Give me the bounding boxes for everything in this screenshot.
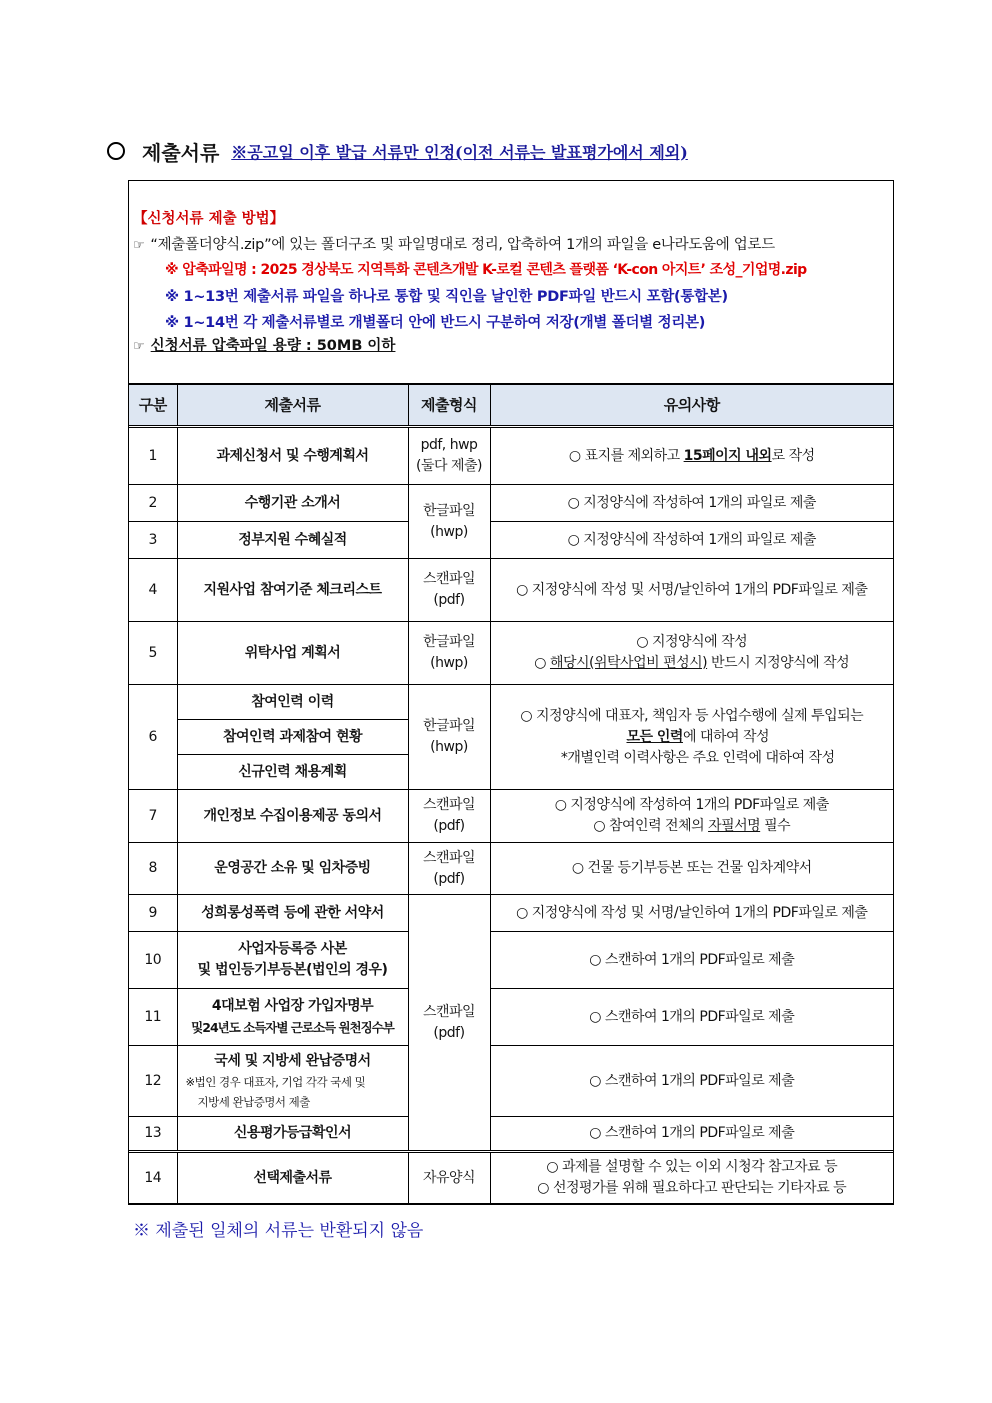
header-notes: 유의사항 bbox=[490, 385, 893, 427]
table-row: 8 운영공간 소유 및 임차증빙 스캔파일 (pdf) ○ 건물 등기부등본 또는 건물 임차계약서 bbox=[129, 843, 893, 895]
table-row: 14 선택제출서류 자유양식 ○ 과제를 설명할 수 있는 이외 시청각 참고자료 등 ○ 선정평가를 위해 필요하다고 판단되는 기타자료 등 bbox=[129, 1152, 893, 1204]
table-row: 1 과제신청서 및 수행계획서 pdf, hwp (둘다 제출) ○ 표지를 제외하고 15페이지 내외로 작성 bbox=[129, 427, 893, 485]
section-heading bbox=[107, 136, 688, 166]
table-row: 10 사업자등록증 사본 및 법인등기부등본(법인의 경우) ○ 스캔하여 1개의 PDF파일로 제출 bbox=[129, 932, 893, 989]
table-row: 2 수행기관 소개서 한글파일 (hwp) ○ 지정양식에 작성하여 1개의 파일로 제출 bbox=[129, 485, 893, 522]
method-title: 【신청서류 제출 방법】 bbox=[133, 211, 285, 227]
submission-box bbox=[128, 180, 894, 1205]
table-row: 신규인력 채용계획 bbox=[129, 755, 893, 790]
documents-table bbox=[129, 384, 893, 1204]
method-line-3: ※ 1~13번 제출서류 파일을 하나로 통합 및 직인을 날인한 PDF파일 반드시 포함(통합본) bbox=[165, 289, 728, 305]
table-row: 13 신용평가등급확인서 ○ 스캔하여 1개의 PDF파일로 제출 bbox=[129, 1117, 893, 1152]
table-row: 3 정부지원 수혜실적 ○ 지정양식에 작성하여 1개의 파일로 제출 bbox=[129, 522, 893, 559]
table-row: 11 4대보험 사업장 가입자명부 및24년도 소득자별 근로소득 원천징수부 ○ 스캔하여 1개의 PDF파일로 제출 bbox=[129, 989, 893, 1046]
table-row: 9 성희롱성폭력 등에 관한 서약서 스캔파일 (pdf) ○ 지정양식에 작성 및 서명/날인하여 1개의 PDF파일로 제출 bbox=[129, 895, 893, 932]
table-row: 4 지원사업 참여기준 체크리스트 스캔파일 (pdf) ○ 지정양식에 작성 및 서명/날인하여 1개의 PDF파일로 제출 bbox=[129, 559, 893, 622]
table-row: 5 위탁사업 계획서 한글파일 (hwp) ○ 지정양식에 작성 ○ 해당시(위탁사업비 편성시) 반드시 지정양식에 작성 bbox=[129, 622, 893, 685]
section-notice: ※공고일 이후 발급 서류만 인정(이전 서류는 발표평가에서 제외) bbox=[231, 142, 688, 162]
method-line-4: ※ 1~14번 각 제출서류별로 개별폴더 안에 반드시 구분하여 저장(개별 폴더별 정리본) bbox=[165, 315, 706, 331]
method-line-5: ☞ 신청서류 압축파일 용량 : 50MB 이하 bbox=[133, 338, 396, 354]
section-title: 제출서류 bbox=[142, 140, 220, 165]
method-line-1: ☞ “제출폴더양식.zip”에 있는 폴더구조 및 파일명대로 정리, 압축하여 1개의 파일을 e나라도움에 업로드 bbox=[133, 237, 775, 253]
header-category: 구분 bbox=[129, 385, 177, 427]
pointing-hand-icon: ☞ bbox=[133, 238, 145, 253]
submission-method bbox=[129, 181, 893, 384]
circle-bullet-icon bbox=[107, 142, 125, 160]
header-format: 제출형식 bbox=[408, 385, 490, 427]
pointing-hand-icon: ☞ bbox=[133, 339, 145, 354]
method-line-2: ※ 압축파일명 : 2025 경상북도 지역특화 콘텐츠개발 K-로컬 콘텐츠 플랫폼 ‘K-con 아지트’ 조성_기업명.zip bbox=[165, 262, 807, 278]
table-row: 7 개인정보 수집이용제공 동의서 스캔파일 (pdf) ○ 지정양식에 작성하여 1개의 PDF파일로 제출 ○ 참여인력 전체의 자필서명 필수 bbox=[129, 790, 893, 843]
table-header-row bbox=[129, 385, 893, 427]
footer-note: ※ 제출된 일체의 서류는 반환되지 않음 bbox=[133, 1221, 424, 1241]
table-row: 6 참여인력 이력 한글파일 (hwp) ○ 지정양식에 대표자, 책임자 등 사업수행에 실제 투입되는 모든 인력에 대하여 작성 *개별인력 이력사항은 주요 인력에 대하여 작성 bbox=[129, 685, 893, 720]
header-document: 제출서류 bbox=[177, 385, 408, 427]
table-row: 참여인력 과제참여 현황 bbox=[129, 720, 893, 755]
table-row: 12 국세 및 지방세 완납증명서 ※법인 경우 대표자, 기업 각각 국세 및 지방세 완납증명서 제출 ○ 스캔하여 1개의 PDF파일로 제출 bbox=[129, 1046, 893, 1117]
